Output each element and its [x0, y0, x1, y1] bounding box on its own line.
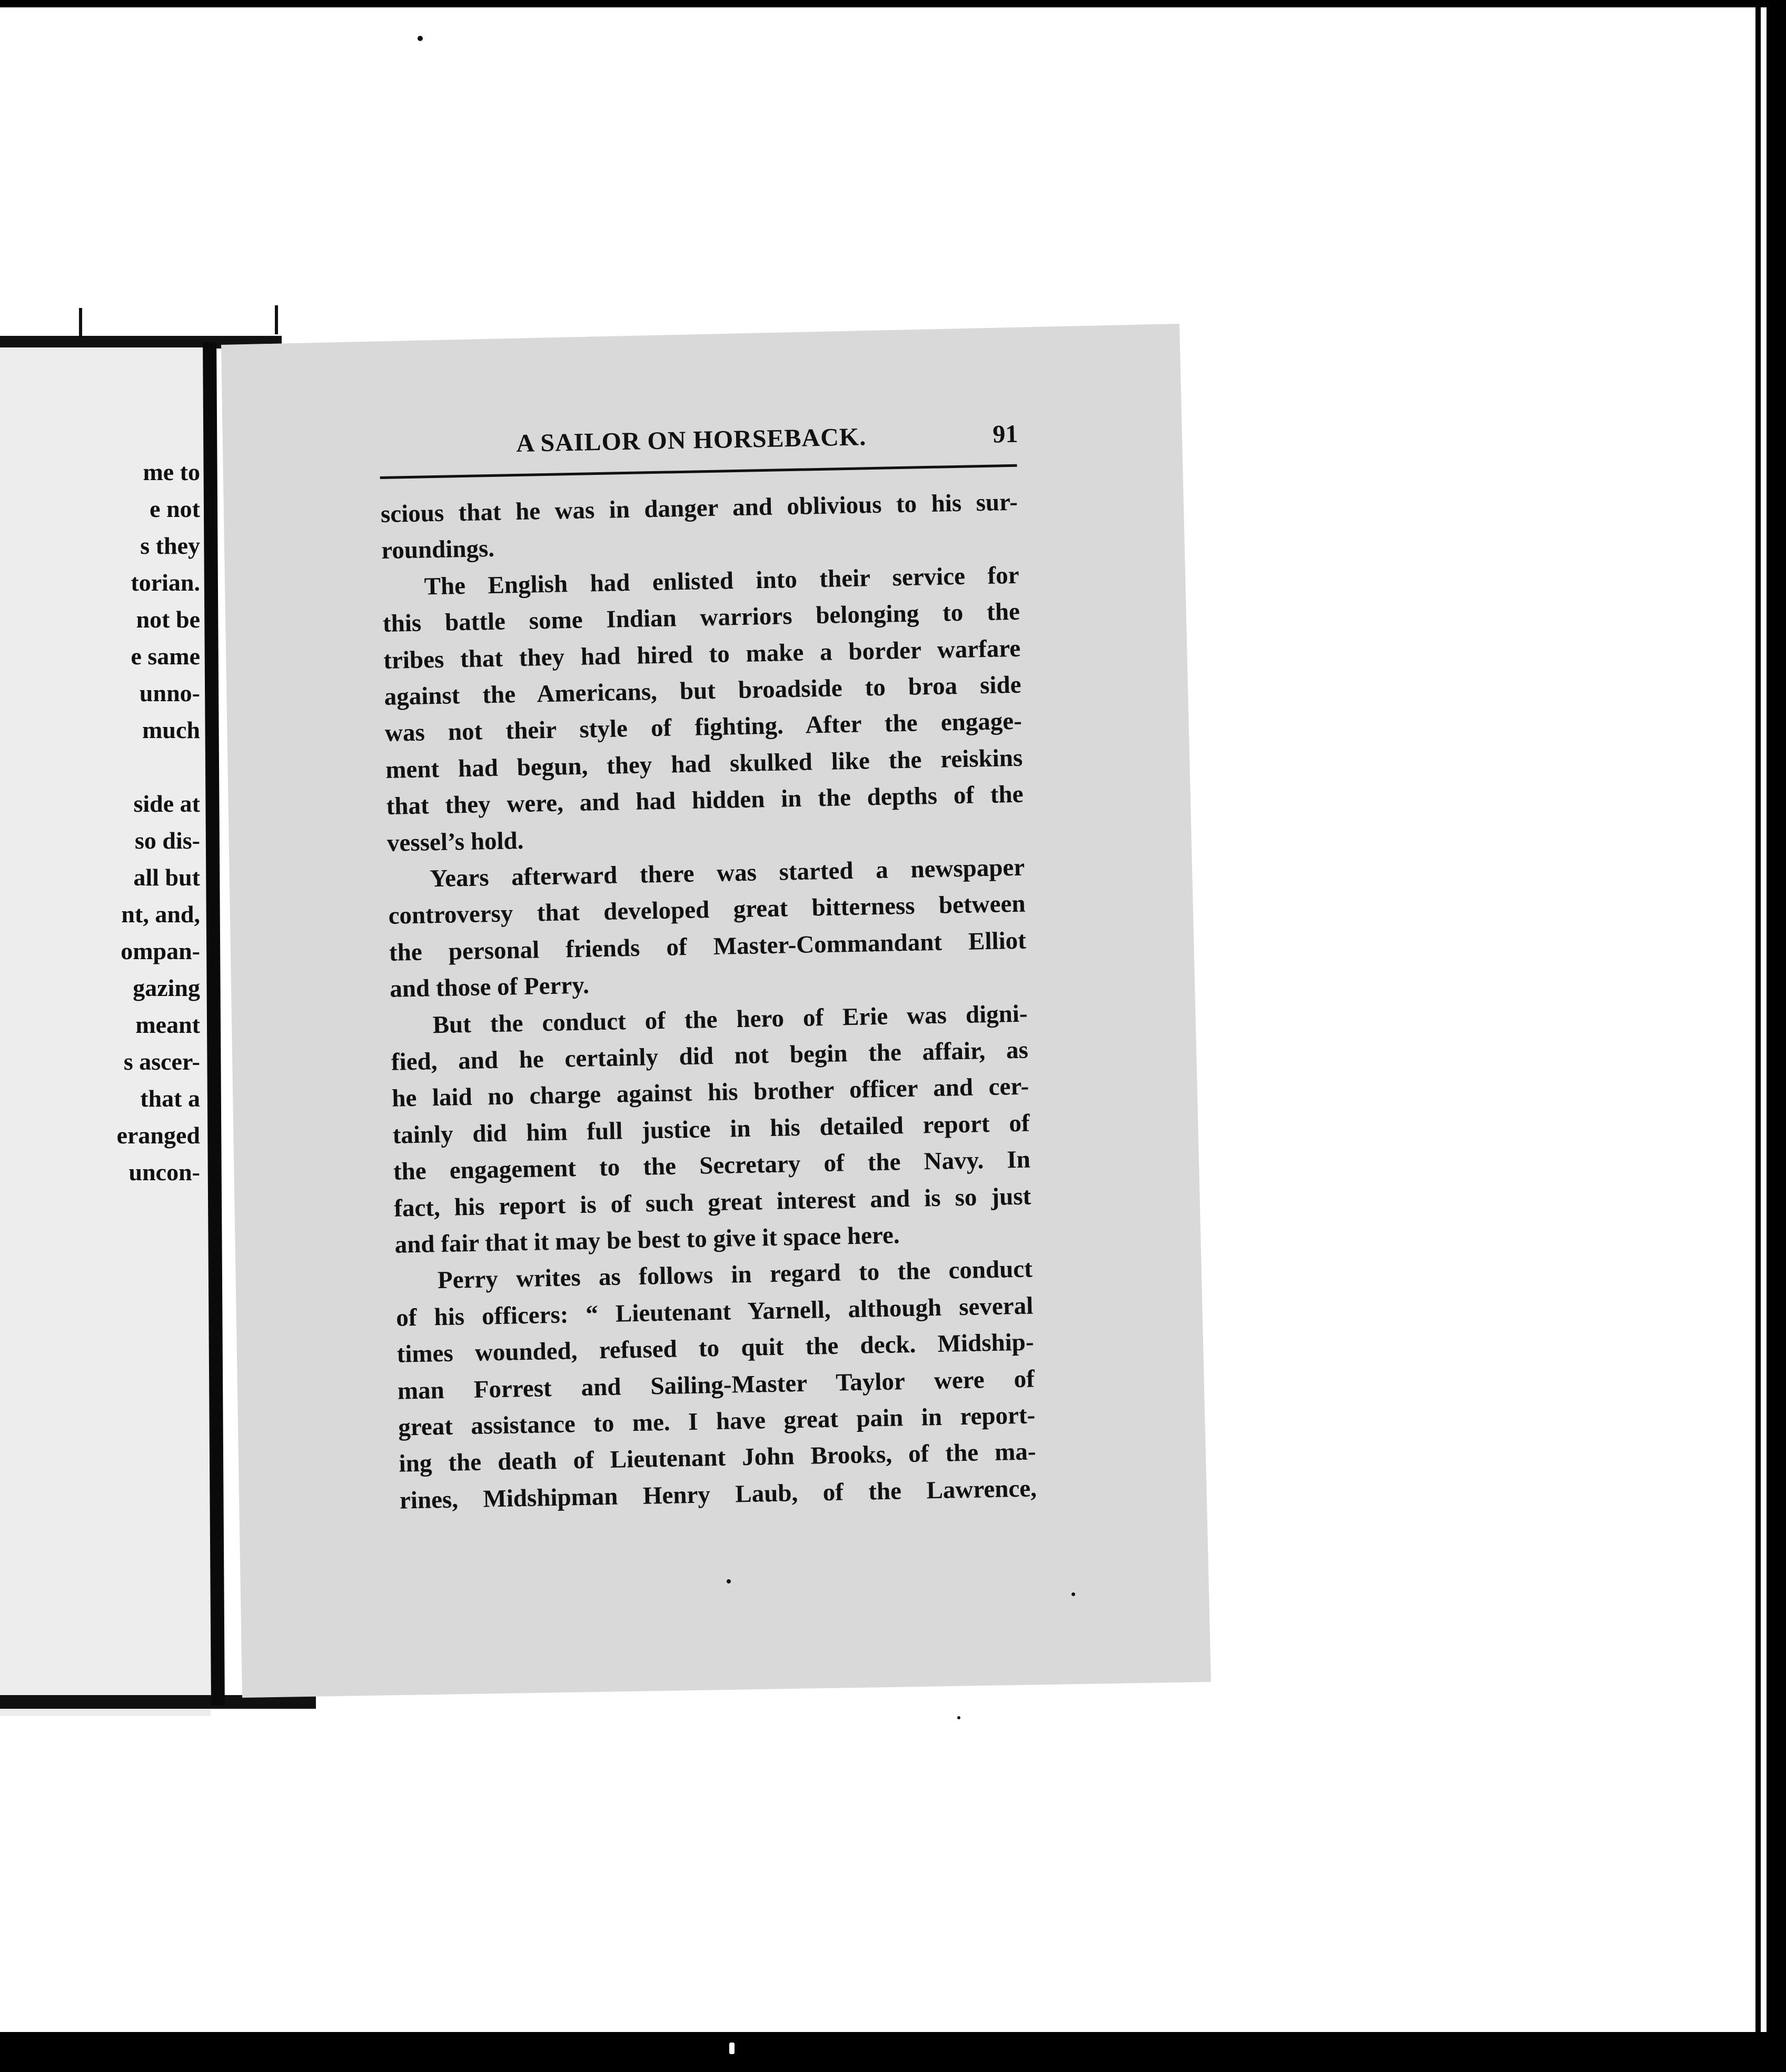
left-page-line: torian. [131, 569, 200, 596]
scan-border-top [0, 0, 1786, 7]
dust-speck [418, 36, 423, 41]
left-page-line: all but [133, 864, 200, 891]
left-page-line: side at [133, 790, 200, 817]
text-line: scious that he was in danger and oblivious to his sur- [380, 488, 1018, 528]
text-line: But the conduct of the hero of Erie was digni- [432, 1000, 1028, 1039]
left-page-line: not be [136, 606, 200, 633]
left-page-line: that a [140, 1085, 200, 1112]
spine-mark [275, 305, 278, 334]
scan-border-right [1767, 0, 1786, 2072]
text-line: the personal friends of Master-Commandant Elliot [389, 927, 1027, 967]
left-page-line: e same [131, 643, 200, 670]
left-page-line: uncon- [128, 1159, 200, 1186]
text-line: Years afterward there was started a newspaper [429, 853, 1025, 893]
page-number: 91 [992, 420, 1018, 449]
text-line: great assistance to me. I have great pain in report- [398, 1401, 1036, 1441]
left-page-line: gazing [133, 974, 200, 1001]
text-line: roundings. [381, 535, 495, 565]
text-line: and fair that it may be best to give it space here. [394, 1221, 900, 1259]
text-line: vessel’s hold. [386, 826, 524, 857]
text-line: and those of Perry. [389, 971, 590, 1003]
text-line: The English had enlisted into their service for [424, 561, 1019, 601]
left-page-line: ompan- [121, 938, 200, 964]
text-line: was not their style of fighting. After the engage- [384, 708, 1023, 748]
scan-border-bottom [0, 2032, 1786, 2072]
text-line: of his officers: “ Lieutenant Yarnell, although several [395, 1292, 1034, 1332]
left-page-line: so dis- [135, 827, 200, 854]
text-line: ing the death of Lieutenant John Brooks, of the ma- [399, 1438, 1036, 1478]
text-line: controversy that developed great bitterness between [388, 890, 1026, 930]
dust-speck [1071, 1592, 1075, 1596]
left-page-line: meant [135, 1011, 200, 1038]
left-page-line: much [142, 716, 200, 743]
text-line: fied, and he certainly did not begin the affair, as [391, 1036, 1029, 1076]
left-page-line: s ascer- [123, 1048, 200, 1075]
left-page-line: eranged [116, 1122, 200, 1149]
dust-speck [729, 2043, 735, 2054]
text-line: against the Americans, but broadside to broa side [384, 671, 1021, 711]
left-page-line: e not [150, 495, 200, 522]
text-line: that they were, and had hidden in the depths of the [386, 780, 1024, 821]
dust-speck [957, 1716, 960, 1719]
running-head: A SAILOR ON HORSEBACK. [515, 423, 867, 457]
scan-border-right-inner [1755, 7, 1761, 2032]
left-page-line: s they [140, 532, 200, 559]
text-line: the engagement to the Secretary of the Navy. In [393, 1145, 1031, 1186]
left-facing-page [0, 347, 211, 1716]
text-line: man Forrest and Sailing-Master Taylor were of [397, 1365, 1035, 1405]
text-line: tribes that they had hired to make a border warfare [383, 634, 1021, 674]
text-line: tainly did him full justice in his detailed report of [392, 1109, 1030, 1149]
spine-mark [79, 308, 82, 337]
text-line: ment had begun, they had skulked like the reiskins [385, 744, 1023, 784]
text-line: times wounded, refused to quit the deck. Midship- [396, 1328, 1034, 1368]
dust-speck [727, 1579, 731, 1583]
left-page-line: me to [143, 459, 200, 485]
text-line: this battle some Indian warriors belonging to the [382, 597, 1020, 638]
left-page-line: unno- [139, 680, 200, 706]
text-line: Perry writes as follows in regard to the conduct [437, 1255, 1033, 1294]
text-line: fact, his report is of such great interest and is so just [393, 1182, 1031, 1222]
text-line: rines, Midshipman Henry Laub, of the Lawrence, [399, 1475, 1037, 1515]
text-line: he laid no charge against his brother officer and cer- [391, 1072, 1029, 1113]
left-page-line: nt, and, [121, 901, 200, 928]
